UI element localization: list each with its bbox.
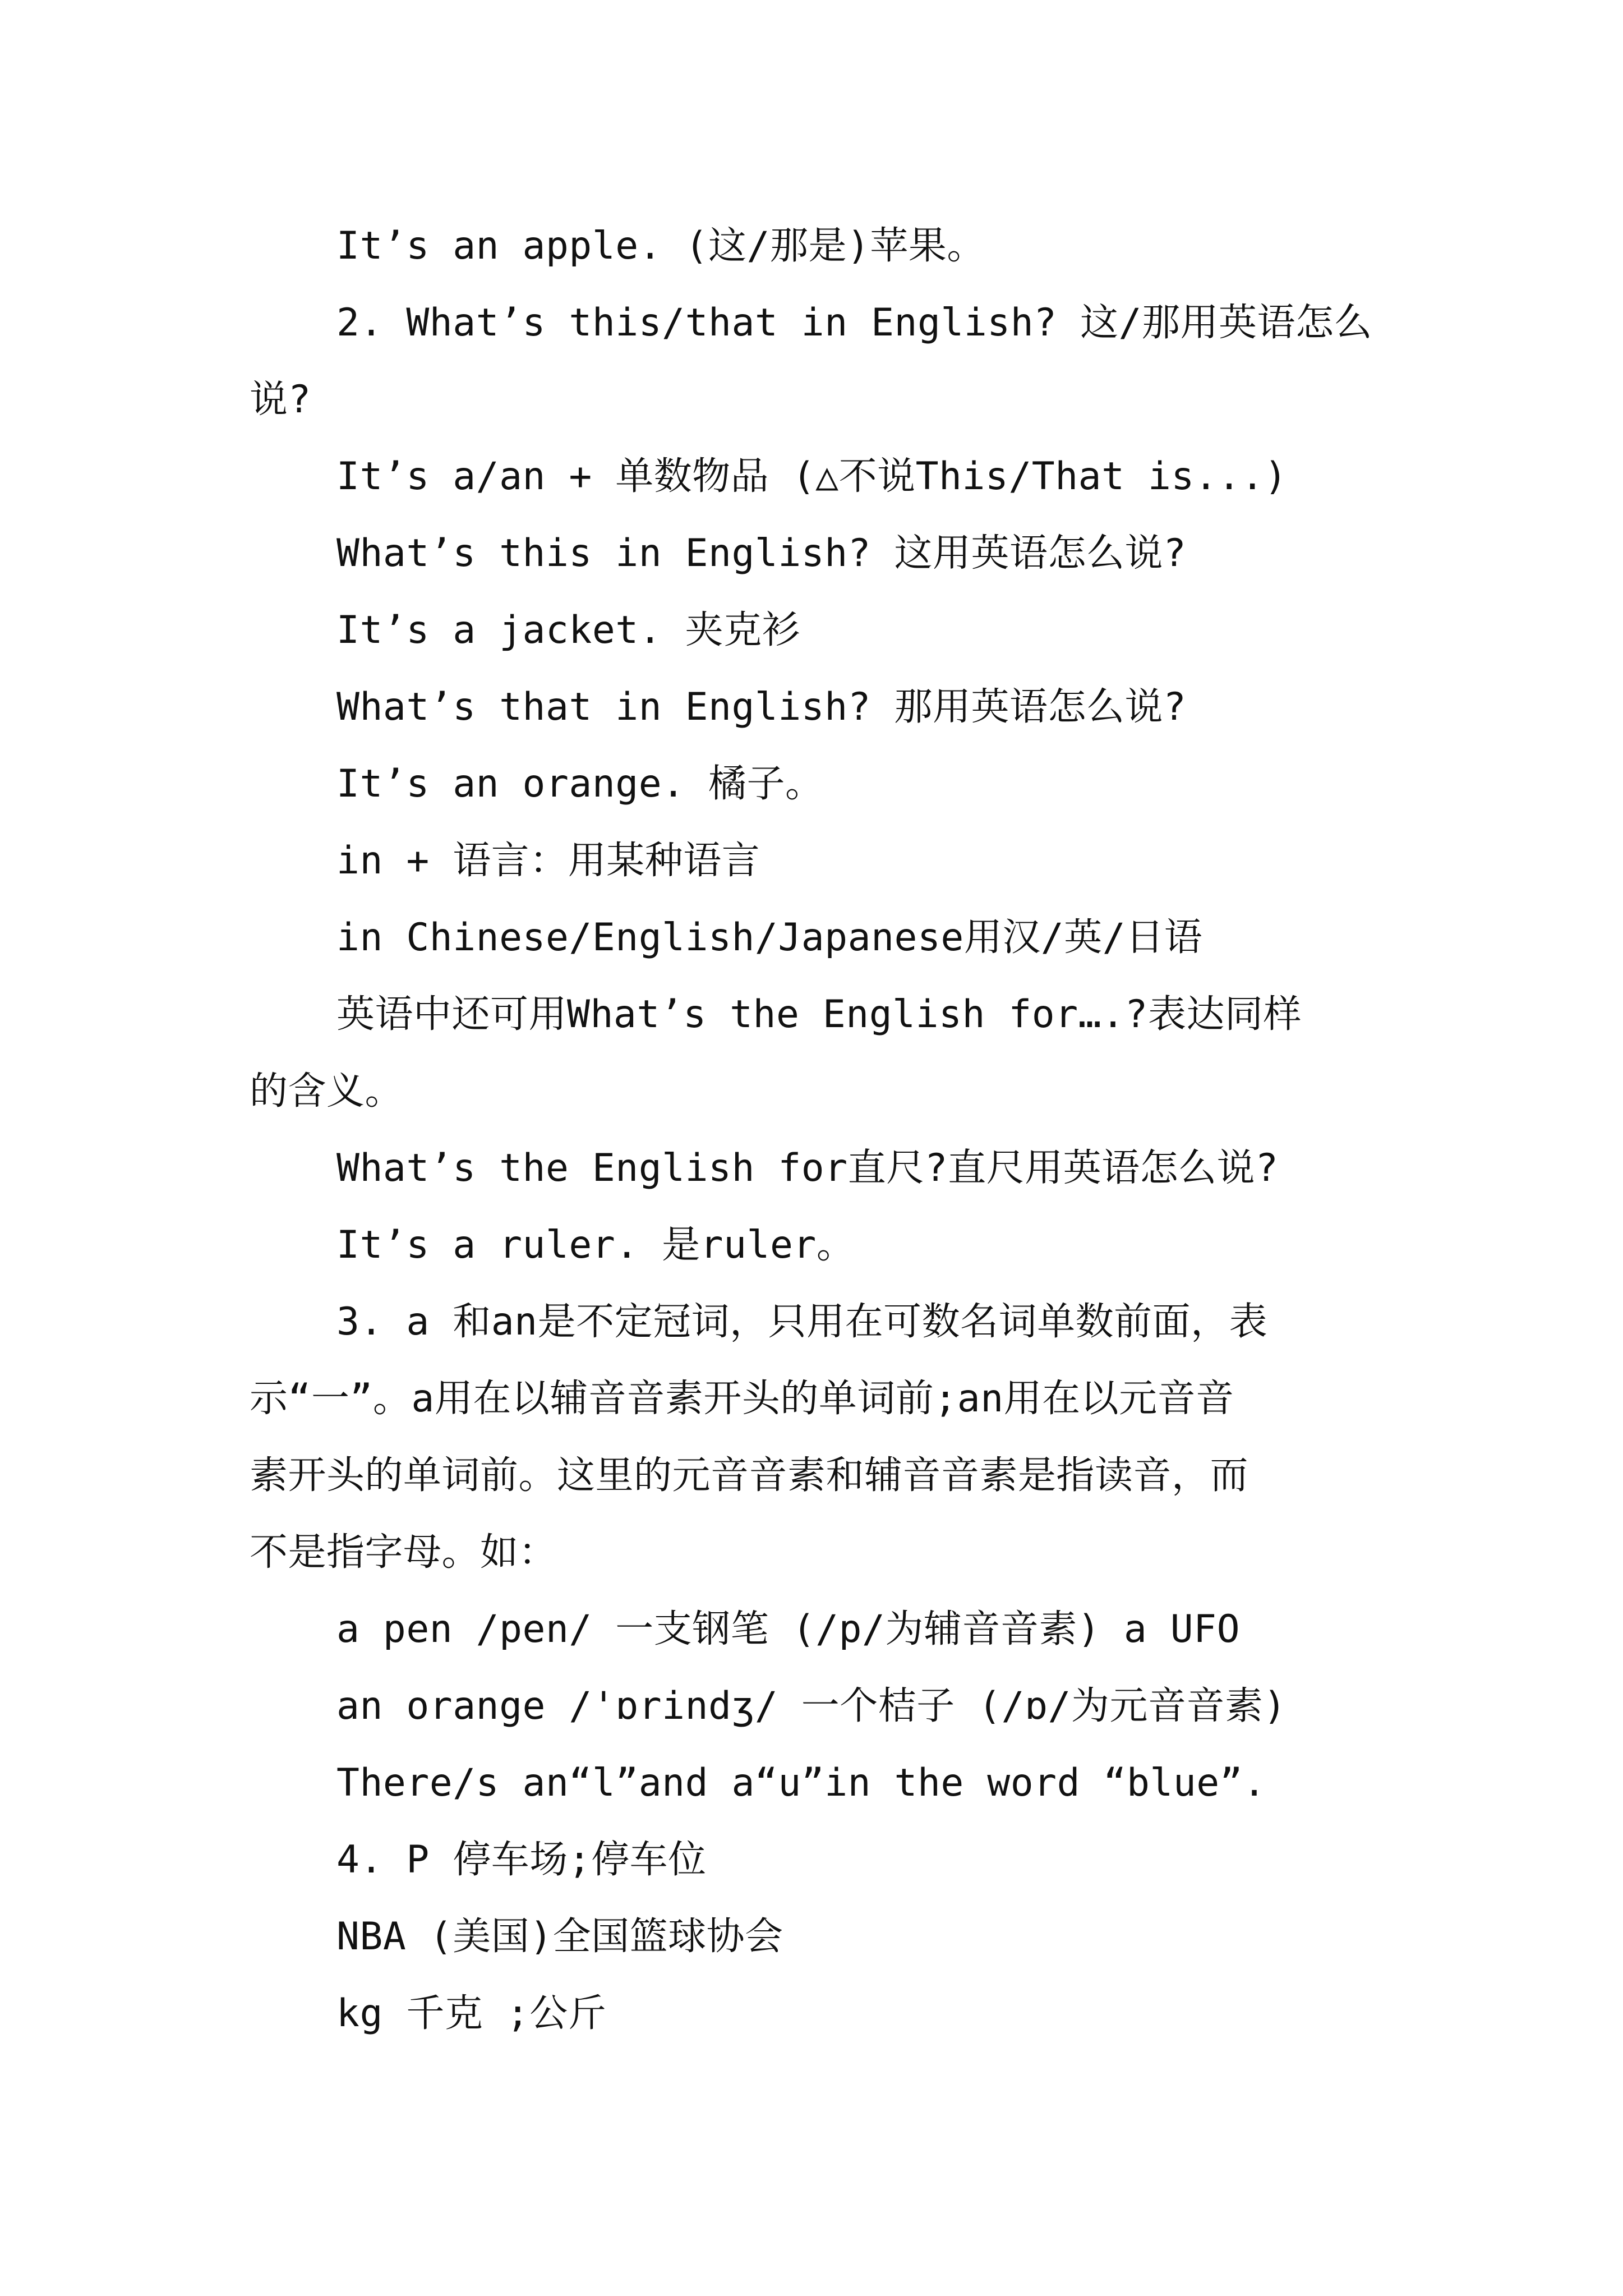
text-line: 4. P 停车场;停车位 bbox=[336, 1838, 707, 1882]
text-line: It’s an apple. (这/那是)苹果。 bbox=[336, 224, 985, 268]
text-line: in + 语言：用某种语言 bbox=[336, 839, 760, 883]
text-line: 素开头的单词前。这里的元音音素和辅音音素是指读音，而 bbox=[250, 1453, 1249, 1498]
text-line: 不是指字母。如： bbox=[250, 1530, 557, 1575]
text-line: There/s an“l”and a“u”in the word “blue”. bbox=[336, 1761, 1266, 1805]
text-line: It’s a ruler. 是ruler。 bbox=[336, 1223, 855, 1267]
text-line: It’s a jacket. 夹克衫 bbox=[336, 608, 801, 652]
text-line: in Chinese/English/Japanese用汉/英/日语 bbox=[336, 915, 1203, 960]
text-line: What’s the English for直尺?直尺用英语怎么说? bbox=[336, 1146, 1279, 1190]
text-line: an orange /'ɒrindʒ/ 一个桔子 (/ɒ/为元音音素) bbox=[336, 1684, 1287, 1728]
text-line: NBA (美国)全国篮球协会 bbox=[336, 1915, 783, 1959]
text-line: It’s an orange. 橘子。 bbox=[336, 762, 824, 806]
text-line: 示“一”。a用在以辅音音素开头的单词前;an用在以元音音 bbox=[250, 1377, 1234, 1421]
document-body bbox=[250, 208, 1388, 2052]
text-line: kg 千克 ;公斤 bbox=[336, 1991, 607, 2036]
text-line: 英语中还可用What’s the English for….?表达同样 bbox=[336, 992, 1302, 1037]
text-line: a pen /pen/ 一支钢笔 (/p/为辅音音素) a UFO bbox=[336, 1607, 1241, 1651]
text-line: 3. a 和an是不定冠词，只用在可数名词单数前面，表 bbox=[336, 1300, 1268, 1344]
text-line: 2. What’s this/that in English? 这/那用英语怎么 bbox=[336, 301, 1373, 345]
text-line: 的含义。 bbox=[250, 1069, 404, 1114]
text-line: What’s that in English? 那用英语怎么说? bbox=[336, 685, 1187, 729]
text-line: What’s this in English? 这用英语怎么说? bbox=[336, 531, 1187, 576]
text-line: It’s a/an + 单数物品 (△不说This/That is...) bbox=[336, 454, 1288, 499]
text-line: 说? bbox=[250, 378, 311, 422]
